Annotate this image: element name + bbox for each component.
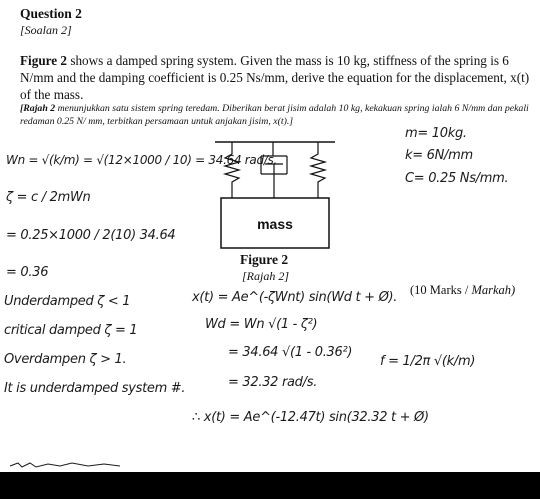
damped-frequency-substitution: = 34.64 √(1 - 0.36²): [228, 345, 353, 360]
question-paragraph: [20, 52, 530, 103]
given-damping: C= 0.25 Ns/mm.: [405, 171, 509, 186]
translation-figure-ref: Rajah 2: [23, 103, 56, 114]
question-subtitle: [Soalan 2]: [20, 23, 72, 37]
damping-ratio-value: = 0.36: [6, 265, 49, 280]
damped-frequency-value: = 32.32 rad/s.: [228, 375, 318, 390]
damping-ratio-substitution: = 0.25×1000 / 2(10) 34.64: [6, 228, 176, 243]
illegible-scribble: [8, 460, 128, 470]
question-text: shows a damped spring system. Given the mass is 10 kg, stiffness of the spring is 6 N/mm and the damping coefficient is 0.25 Ns/mm, derive the equation for the displacement, x(t) of the mass.: [20, 53, 530, 102]
damped-frequency-formula: Wd = Wn √(1 - ζ²): [205, 317, 318, 332]
overdamped-condition: Overdampen ζ > 1.: [4, 352, 127, 367]
translation-text: menunjukkan satu sistem spring teredam. Diberikan berat jisim adalah 10 kg, kekakuan spring ialah 6 N/mm dan pekali redaman 0.25 N/ mm, terbitkan persamaan untuk anjakan jisim, x(t).]: [20, 103, 529, 127]
critical-damped-condition: critical damped ζ = 1: [4, 323, 138, 338]
translation-paragraph: [Rajah 2 menunjukkan satu sistem spring teredam. Diberikan berat jisim adalah 10 kg, kekakuan spring ialah 6 N/mm dan pekali redaman 0.25 N/ mm, terbitkan persamaan untuk anjakan jisim, x(t).]: [20, 103, 529, 127]
given-stiffness: k= 6N/mm: [405, 148, 473, 163]
figure-caption: Figure 2: [240, 252, 289, 267]
figure-reference: Figure 2: [20, 53, 68, 68]
underdamped-condition: Underdamped ζ < 1: [4, 294, 131, 309]
displacement-general-equation: x(t) = Ae^(-ζWnt) sin(Wd t + Ø).: [192, 290, 398, 305]
natural-frequency: Wn = √(k/m) = √(12×1000 / 10) = 34.64 rad/s.: [6, 153, 278, 167]
damper: [261, 142, 287, 198]
final-displacement-equation: ∴ x(t) = Ae^(-12.47t) sin(32.32 t + Ø): [192, 410, 429, 425]
frequency-formula: f = 1/2π √(k/m): [380, 354, 476, 369]
bottom-black-bar: [0, 472, 540, 499]
damping-ratio-formula: ζ = c / 2mWn: [6, 190, 91, 205]
figure-caption-ms: [Rajah 2]: [242, 269, 290, 283]
given-mass: m= 10kg.: [405, 126, 467, 141]
spring-left: [225, 142, 239, 198]
spring-right: [311, 142, 325, 198]
mass-label: mass: [257, 216, 293, 232]
question-title: Question 2: [20, 6, 82, 21]
conclusion-text: It is underdamped system #.: [4, 381, 186, 396]
marks-label: (10 Marks / Markah): [410, 283, 516, 297]
